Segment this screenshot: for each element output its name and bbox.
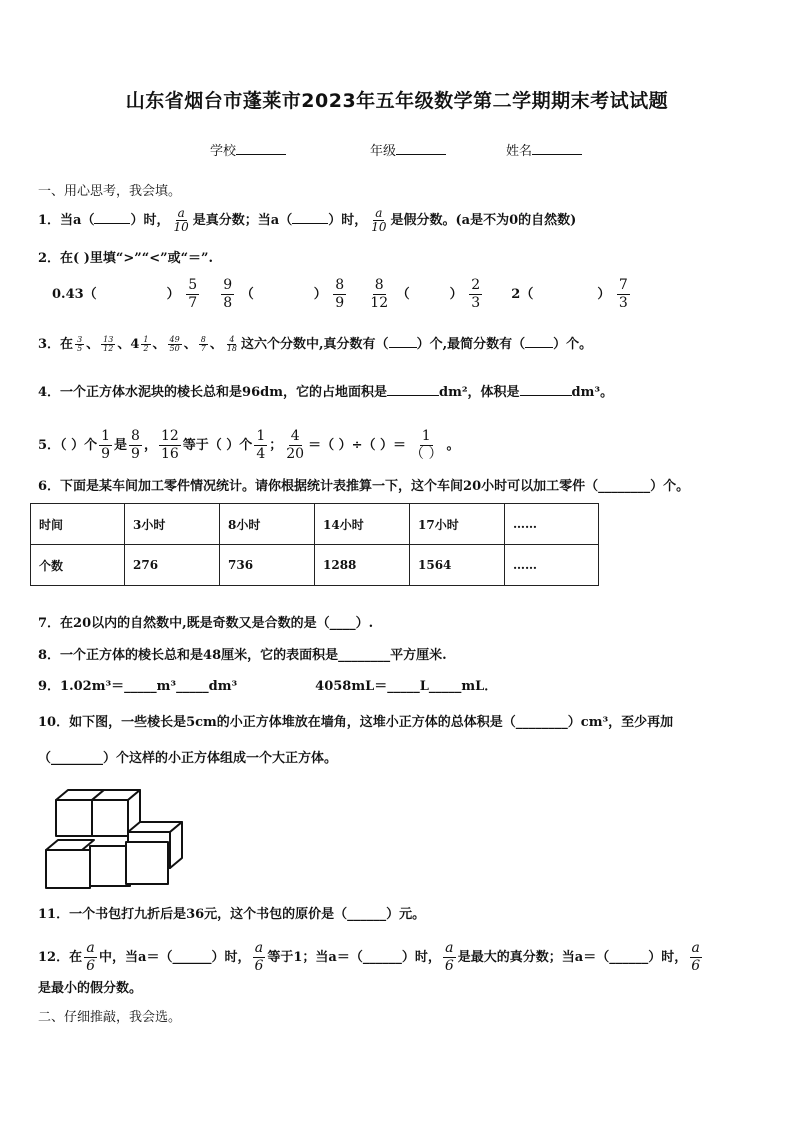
page-title: 山东省烟台市蓬莱市2023年五年级数学第二学期期末考试试题 (125, 90, 669, 112)
production-table (30, 503, 599, 586)
question-6: 6．下面是某车间加工零件情况统计。请你根据统计表推算一下，这个车间20小时可以加工零件（________）个。 (38, 479, 690, 494)
name-field[interactable] (506, 140, 582, 159)
cube-stack-figure (44, 786, 186, 890)
question-4: 4．一个正方体水泥块的棱长总和是96dm，它的占地面积是 dm²，体积是 dm³。 (38, 385, 614, 400)
grade-field[interactable] (370, 140, 446, 159)
section-2-heading: 二、仔细推敲，我会选。 (38, 1010, 182, 1025)
table-cell: …… (505, 545, 599, 586)
table-cell: 1564 (410, 545, 505, 586)
question-2: 2．在( )里填“>”“<”或“＝”. (38, 251, 214, 266)
school-label: 学校 (210, 144, 237, 159)
table-cell: 个数 (31, 545, 125, 586)
table-cell: …… (505, 504, 599, 545)
table-row (31, 545, 599, 586)
table-cell: 8小时 (220, 504, 315, 545)
table-cell: 1288 (315, 545, 410, 586)
grade-label: 年级 (370, 144, 397, 159)
table-cell: 时间 (31, 504, 125, 545)
table-cell: 736 (220, 545, 315, 586)
question-3: 3．在 $\frac{3}{5}$ 、 $\frac{13}{12}$ 、4 $\frac{1}{2}$ 、 $\frac{49}{50}$ 、 $\frac{8}{7}$ 、 $\frac{4}{18}$ 这六个分数中,真分数有（ ）个,最简分数有（ ）个。 (38, 335, 593, 353)
table-cell: 3小时 (125, 504, 220, 545)
question-8: 8．一个正方体的棱长总和是48厘米，它的表面积是________平方厘米. (38, 648, 447, 663)
section-1-heading: 一、用心思考，我会填。 (38, 184, 182, 199)
table-row (31, 504, 599, 545)
question-5: 5．（ ）个 $\frac{1}{9}$ 是 $\frac{8}{9}$ ， $\frac{12}{16}$ 等于（ ）个 $\frac{1}{4}$ ； $\frac{4}{20}$ ＝（ ）÷（ ）＝ $\frac{1}{( )}$ 。 (38, 428, 460, 462)
school-field[interactable] (210, 140, 286, 159)
question-7: 7．在20以内的自然数中,既是奇数又是合数的是（____）. (38, 616, 374, 631)
question-9: 9．1.02m³＝_____m³_____dm³ 4058mL＝_____L_____mL． (38, 679, 498, 694)
question-1: 1．当a（ ）时， $\frac{a}{10}$ 是真分数；当a（ ）时， $\frac{a}{10}$ 是假分数。(a是不为0的自然数) (38, 206, 577, 234)
question-10: 10．如下图，一些棱长是5cm的小正方体堆放在墙角，这堆小正方体的总体积是（________）cm³，至少再加 (38, 715, 674, 730)
question-12: 12．在 $\frac{a}{6}$ 中，当a＝（______）时， $\frac{a}{6}$ 等于1；当a＝（______）时， $\frac{a}{6}$ 是最大的真分数；当a＝（______）时， $\frac{a}{6}$ (38, 940, 701, 974)
table-cell: 17小时 (410, 504, 505, 545)
question-12-line2: 是最小的假分数。 (38, 981, 143, 996)
question-10-line2: （________）个这样的小正方体组成一个大正方体。 (38, 751, 338, 766)
table-cell: 14小时 (315, 504, 410, 545)
question-2-items: 0.43（ ） $\frac{5}{7}$ $\frac{9}{8}$ （ ） $\frac{8}{9}$ $\frac{8}{12}$ （ ） $\frac{2}{3}$ 2（ ） $\frac{7}{3}$ (52, 277, 628, 311)
question-11: 11．一个书包打九折后是36元，这个书包的原价是（______）元。 (38, 907, 426, 922)
table-cell: 276 (125, 545, 220, 586)
name-label: 姓名 (506, 144, 533, 159)
